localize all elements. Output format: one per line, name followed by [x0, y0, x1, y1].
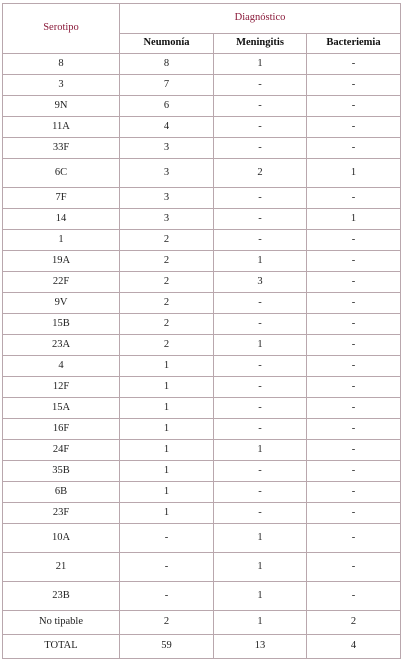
table-row [3, 335, 401, 356]
table-row [3, 75, 401, 96]
table-row [3, 293, 401, 314]
cell-meningitis: - [214, 117, 307, 138]
cell-bacteriemia: - [307, 356, 401, 377]
cell-neumonia: 3 [120, 209, 214, 230]
cell-meningitis: 3 [214, 272, 307, 293]
cell-bacteriemia: - [307, 293, 401, 314]
cell-bacteriemia: - [307, 553, 401, 582]
cell-neumonia: 7 [120, 75, 214, 96]
cell-serotipo: 16F [3, 419, 120, 440]
table-row [3, 272, 401, 293]
cell-meningitis: 1 [214, 582, 307, 611]
cell-serotipo: 1 [3, 230, 120, 251]
cell-bacteriemia: - [307, 482, 401, 503]
cell-meningitis: - [214, 482, 307, 503]
table-row [3, 377, 401, 398]
cell-bacteriemia: - [307, 582, 401, 611]
cell-serotipo: 8 [3, 54, 120, 75]
cell-serotipo: 23F [3, 503, 120, 524]
cell-serotipo: 11A [3, 117, 120, 138]
cell-neumonia: 1 [120, 503, 214, 524]
cell-neumonia: 2 [120, 335, 214, 356]
cell-serotipo: 10A [3, 524, 120, 553]
cell-meningitis: 1 [214, 251, 307, 272]
cell-meningitis: 1 [214, 440, 307, 461]
cell-serotipo: 9N [3, 96, 120, 117]
cell-neumonia: 1 [120, 482, 214, 503]
cell-serotipo: No tipable [3, 611, 120, 635]
cell-meningitis: - [214, 188, 307, 209]
cell-neumonia: 59 [120, 635, 214, 659]
serotype-diagnosis-table [2, 3, 401, 659]
cell-meningitis: 2 [214, 159, 307, 188]
cell-neumonia: 8 [120, 54, 214, 75]
cell-serotipo: 12F [3, 377, 120, 398]
cell-bacteriemia: 1 [307, 159, 401, 188]
cell-neumonia: 2 [120, 251, 214, 272]
header-diagnostico: Diagnóstico [120, 4, 401, 34]
table-row [3, 209, 401, 230]
table-row [3, 356, 401, 377]
table-row [3, 251, 401, 272]
table-row [3, 503, 401, 524]
cell-neumonia: 1 [120, 377, 214, 398]
table-row [3, 419, 401, 440]
cell-bacteriemia: 2 [307, 611, 401, 635]
cell-meningitis: 13 [214, 635, 307, 659]
cell-serotipo: 22F [3, 272, 120, 293]
cell-serotipo: 33F [3, 138, 120, 159]
table-row [3, 188, 401, 209]
cell-serotipo: 9V [3, 293, 120, 314]
cell-meningitis: 1 [214, 335, 307, 356]
cell-meningitis: 1 [214, 611, 307, 635]
header-neumonia: Neumonía [120, 34, 214, 54]
cell-meningitis: 1 [214, 524, 307, 553]
cell-neumonia: - [120, 524, 214, 553]
cell-bacteriemia: - [307, 251, 401, 272]
cell-serotipo: 23A [3, 335, 120, 356]
cell-bacteriemia: - [307, 461, 401, 482]
cell-serotipo: 23B [3, 582, 120, 611]
cell-serotipo: TOTAL [3, 635, 120, 659]
cell-bacteriemia: - [307, 335, 401, 356]
table-row [3, 440, 401, 461]
cell-serotipo: 15A [3, 398, 120, 419]
cell-bacteriemia: - [307, 230, 401, 251]
table-row [3, 314, 401, 335]
cell-bacteriemia: - [307, 503, 401, 524]
cell-bacteriemia: - [307, 117, 401, 138]
cell-serotipo: 35B [3, 461, 120, 482]
cell-meningitis: - [214, 419, 307, 440]
cell-neumonia: 1 [120, 419, 214, 440]
cell-serotipo: 6C [3, 159, 120, 188]
cell-serotipo: 3 [3, 75, 120, 96]
table-row [3, 524, 401, 553]
cell-bacteriemia: 4 [307, 635, 401, 659]
table-row [3, 54, 401, 75]
cell-neumonia: 3 [120, 159, 214, 188]
cell-bacteriemia: - [307, 377, 401, 398]
table-container [2, 3, 401, 659]
cell-neumonia: 4 [120, 117, 214, 138]
cell-serotipo: 6B [3, 482, 120, 503]
cell-serotipo: 7F [3, 188, 120, 209]
cell-meningitis: - [214, 230, 307, 251]
table-row [3, 582, 401, 611]
cell-neumonia: 2 [120, 293, 214, 314]
cell-neumonia: 1 [120, 356, 214, 377]
cell-bacteriemia: - [307, 96, 401, 117]
table-row [3, 482, 401, 503]
cell-serotipo: 4 [3, 356, 120, 377]
cell-meningitis: - [214, 96, 307, 117]
cell-serotipo: 19A [3, 251, 120, 272]
header-meningitis: Meningitis [214, 34, 307, 54]
cell-meningitis: - [214, 461, 307, 482]
cell-serotipo: 14 [3, 209, 120, 230]
cell-neumonia: 2 [120, 230, 214, 251]
cell-bacteriemia: - [307, 138, 401, 159]
cell-neumonia: 6 [120, 96, 214, 117]
cell-bacteriemia: - [307, 524, 401, 553]
cell-bacteriemia: - [307, 440, 401, 461]
table-row [3, 461, 401, 482]
header-serotipo: Serotipo [3, 4, 120, 54]
cell-bacteriemia: - [307, 75, 401, 96]
header-bacteriemia: Bacteriemia [307, 34, 401, 54]
cell-meningitis: - [214, 377, 307, 398]
cell-meningitis: - [214, 75, 307, 96]
table-row [3, 117, 401, 138]
cell-meningitis: - [214, 293, 307, 314]
cell-meningitis: 1 [214, 553, 307, 582]
cell-neumonia: 3 [120, 188, 214, 209]
table-row [3, 230, 401, 251]
cell-serotipo: 15B [3, 314, 120, 335]
cell-serotipo: 24F [3, 440, 120, 461]
cell-neumonia: 2 [120, 611, 214, 635]
cell-meningitis: - [214, 138, 307, 159]
table-row [3, 138, 401, 159]
cell-bacteriemia: 1 [307, 209, 401, 230]
cell-meningitis: - [214, 314, 307, 335]
table-row [3, 553, 401, 582]
cell-neumonia: 2 [120, 314, 214, 335]
cell-neumonia: 1 [120, 440, 214, 461]
table-row [3, 96, 401, 117]
cell-bacteriemia: - [307, 314, 401, 335]
cell-meningitis: 1 [214, 54, 307, 75]
table-row [3, 159, 401, 188]
cell-neumonia: - [120, 582, 214, 611]
cell-meningitis: - [214, 398, 307, 419]
table-body [3, 54, 401, 659]
cell-neumonia: 1 [120, 461, 214, 482]
cell-neumonia: - [120, 553, 214, 582]
cell-bacteriemia: - [307, 398, 401, 419]
cell-neumonia: 2 [120, 272, 214, 293]
cell-bacteriemia: - [307, 188, 401, 209]
cell-bacteriemia: - [307, 54, 401, 75]
table-row-total [3, 635, 401, 659]
cell-neumonia: 1 [120, 398, 214, 419]
table-row [3, 611, 401, 635]
cell-meningitis: - [214, 209, 307, 230]
cell-serotipo: 21 [3, 553, 120, 582]
cell-bacteriemia: - [307, 272, 401, 293]
cell-bacteriemia: - [307, 419, 401, 440]
cell-meningitis: - [214, 356, 307, 377]
table-row [3, 398, 401, 419]
cell-neumonia: 3 [120, 138, 214, 159]
cell-meningitis: - [214, 503, 307, 524]
